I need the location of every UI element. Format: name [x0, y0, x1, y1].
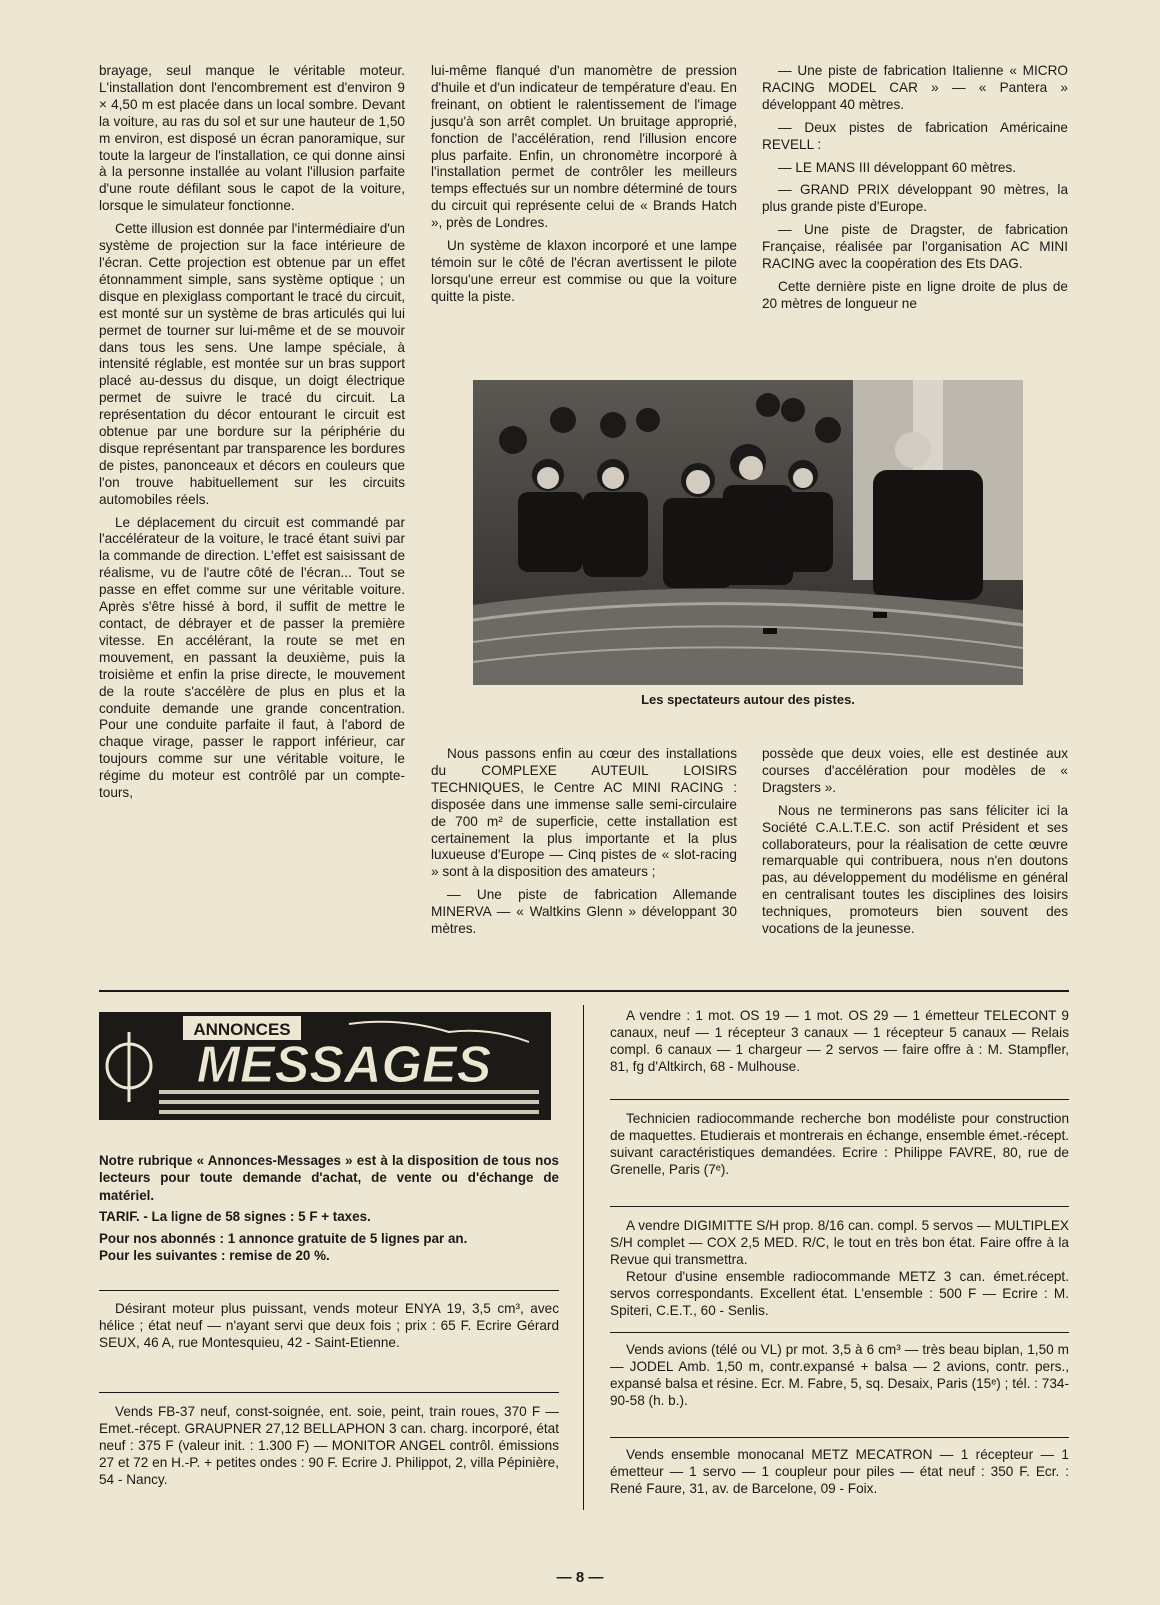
paragraph: possède que deux voies, elle est destinée aux courses d'accélération pour modèles de « Dragsters ». — [762, 746, 1068, 795]
paragraph: Le déplacement du circuit est commandé par l'accélérateur de la voiture, le tracé étant suivi par la commande de direction. L'effet est saisissant de réalisme, vu de l'autre côté de l'écran... Tout se passe en effet comme sur une véritable voiture. Après s'être hissé à bord, il suffit de mettre le contact, de débrayer et de passer la première vitesse. En accélérant, la route se met en mouvement, en passant la deuxième, puis la troisième et enfin la prise directe, le mouvement de la route s'accélère de plus en plus et la conduite demande une grande concentration. Pour une conduite parfaite il faut, à l'abord de chaque virage, passer le rapport inférieur, car toujours comme sur une véritable voiture, le régime du moteur est contrôlé par un compte-tours, — [99, 514, 405, 801]
ad-text: A vendre DIGIMITTE S/H prop. 8/16 can. compl. 5 servos — MULTIPLEX S/H complet — COX 2,5 MED. R/C, le tout en très bon état. Faire offre à la Revue qui transmettra. — [610, 1218, 1069, 1267]
paragraph: — Une piste de Dragster, de fabrication Française, réalisée par l'organisation AC MINI RACING avec la coopération des Ets DAG. — [762, 222, 1068, 272]
classified-ad — [99, 1301, 559, 1352]
paragraph: lui-même flanqué d'un manomètre de pression d'huile et d'un indicateur de température d'eau. En freinant, on obtient le ralentissement de l'image jusqu'à son arrêt complet. Un bruitage approprié, fonction de l'accélération, rend l'illusion encore plus parfaite. Enfin, un chronomètre incorporé à l'installation permet de contrôler les meilleurs temps effectués sur un nombre déterminé de tours du circuit qui représente celui de « Brands Hatch », près de Londres. — [431, 63, 737, 231]
paragraph: brayage, seul manque le véritable moteur. L'installation dont l'encombrement est d'environ 9 × 4,50 m est placée dans un local sombre. Devant la voiture, au ras du sol et sur une hauteur de 1,50 m environ, est disposé un écran panoramique, sur toute la largeur de l'installation, ce qui donne ainsi à la personne installée au volant l'illusion parfaite d'une route défilant sous le capot de la voiture, lorsque le simulateur fonctionne. — [99, 63, 405, 214]
paragraph: Cette illusion est donnée par l'intermédiaire d'un système de projection sur la face intérieure de l'écran. Cette projection est obtenue par un effet étonnamment simple, sans système optique ; un disque en plexiglass comportant le tracé du circuit, est monté sur un système de bras articulés qui lui permet de tourner sur lui-même et de se mouvoir dans tous les sens. Une lampe spéciale, à intensité réglable, est montée sur un bras support placé au-dessus du disque, un doigt électrique permet de suivre le tracé du circuit. La représentation du décor entourant le circuit est obtenue par une bordure sur la périphérie du disque représentant par transparence les bordures de pistes, panonceaux et décors en couleurs que l'on trouve habituellement sur les circuits automobiles réels. — [99, 221, 405, 507]
photo-spectators — [473, 380, 1023, 685]
ad-text: A vendre : 1 mot. OS 19 — 1 mot. OS 29 — 1 émetteur TELECONT 9 canaux, neuf — 1 récepteur 3 canaux — 1 récepteur 5 canaux — Relais compl. 6 canaux — 1 chargeur — 2 servos — faire offre à : M. Stampfler, 81, fg d'Altkirch, 68 - Mulhouse. — [610, 1008, 1069, 1074]
paragraph: — GRAND PRIX développant 90 mètres, la plus grande piste d'Europe. — [762, 182, 1068, 215]
paragraph: Nous ne terminerons pas sans féliciter ici la Société C.A.L.T.E.C. son actif Président et ses collaborateurs, pour la réalisation de cette œuvre remarquable qui contribuera, nous n'en doutons pas, au développement du modélisme en général en centralisant toutes les disciplines des loisirs techniques, promoteurs bien souvent des vocations de la jeunesse. — [762, 802, 1068, 937]
paragraph: — LE MANS III développant 60 mètres. — [778, 159, 1017, 175]
ad-divider — [610, 1437, 1069, 1438]
classified-ad — [610, 1218, 1069, 1319]
paragraph: Un système de klaxon incorporé et une lampe témoin sur le côté de l'écran avertissent le pilote lorsqu'une erreur est commise ou que la voiture quitte la piste. — [431, 238, 737, 304]
paragraph: — Une piste de fabrication Allemande MINERVA — « Waltkins Glenn » développant 30 mètres. — [431, 887, 737, 937]
tarif-text: TARIF. - La ligne de 58 signes : 5 F + taxes. — [99, 1209, 371, 1225]
classified-ad — [610, 1111, 1069, 1179]
classified-ad — [610, 1342, 1069, 1410]
suivantes-text: Pour les suivantes : remise de 20 %. — [99, 1248, 330, 1264]
article-column-1 — [99, 63, 405, 808]
logo-big-text: MESSAGES — [196, 1036, 492, 1094]
intro-text: Notre rubrique « Annonces-Messages » est à la disposition de tous nos lecteurs pour toute demande d'achat, de vente ou d'échange de matériel. — [99, 1153, 559, 1203]
article-column-2 — [431, 63, 737, 312]
ad-text: Vends FB-37 neuf, const-soignée, ent. soie, peint, train roues, 370 F — Emet.-récept. GRAUPNER 27,12 BELLAPHON 3 can. charg. incorporé, état neuf : 375 F (valeur init. : 1.300 F) — MONITOR ANGEL contrôl. émissions 27 et 72 en H.-P. + petites ondes : 90 F. Ecrire J. Philippot, 2, villa Pépinière, 54 - Nancy. — [99, 1404, 559, 1487]
photo-caption: Les spectateurs autour des pistes. — [641, 692, 855, 707]
ad-text: Retour d'usine ensemble radiocommande METZ 3 can. émet.récept. servos correspondants. Excellent état. L'ensemble : 500 F — Ecrire : M. Spiteri, C.E.T., 60 - Senlis. — [610, 1268, 1069, 1318]
annonces-messages-logo — [99, 1012, 551, 1120]
ad-text: Vends ensemble monocanal METZ MECATRON — 1 récepteur — 1 émetteur — 1 servo — 1 coupleur pour piles — état neuf : 350 F. Ecr. : René Faure, 31, av. de Barcelone, 09 - Foix. — [610, 1447, 1069, 1496]
classified-ad — [99, 1404, 559, 1489]
classified-ad — [610, 1008, 1069, 1076]
ad-divider — [610, 1099, 1069, 1100]
article-column-2-lower — [431, 746, 737, 944]
section-divider — [99, 990, 1069, 992]
classified-ad — [610, 1447, 1069, 1498]
ad-divider — [99, 1290, 559, 1291]
ad-divider — [610, 1206, 1069, 1207]
page-number: — 8 — — [556, 1569, 604, 1586]
ad-divider — [610, 1332, 1069, 1333]
paragraph: Cette dernière piste en ligne droite de plus de 20 mètres de longueur ne — [762, 278, 1068, 311]
article-column-3 — [762, 63, 1068, 319]
column-divider — [583, 1005, 584, 1510]
article-column-3-lower — [762, 746, 1068, 944]
abonnes-text: Pour nos abonnés : 1 annonce gratuite de 5 lignes par an. — [99, 1230, 468, 1246]
paragraph: — Une piste de fabrication Italienne « MICRO RACING MODEL CAR » — « Pantera » développant 40 mètres. — [762, 63, 1068, 112]
paragraph: — Deux pistes de fabrication Américaine REVELL : — [762, 119, 1068, 152]
annonces-intro — [99, 1152, 559, 1268]
ad-text: Vends avions (télé ou VL) pr mot. 3,5 à 6 cm³ — très beau biplan, 1,50 m — JODEL Amb. 1,50 m, contr.expansé + balsa — 2 avions, contr. pers., expansé balsa et résine. Ecr. M. Fabre, 5, sq. Desaix, Paris (15ᵉ) ; tél. : 734-90-58 (h. b.). — [610, 1342, 1069, 1408]
ad-divider — [99, 1392, 559, 1393]
ad-text: Technicien radiocommande recherche bon modéliste pour construction de maquettes. Etudierais et montrerais en échange, ensemble émet.-récept. suivant caractéristiques demandées. Ecrire : Philippe FAVRE, 80, rue de Grenelle, Paris (7ᵉ). — [610, 1111, 1069, 1177]
logo-small-text: ANNONCES — [193, 1020, 291, 1039]
paragraph: Nous passons enfin au cœur des installations du COMPLEXE AUTEUIL LOISIRS TECHNIQUES, le Centre AC MINI RACING : disposée dans une immense salle semi-circulaire de 700 m² de superficie, cette installation est certainement la plus importante et la plus luxueuse d'Europe — Cinq pistes de « slot-racing » sont à la disposition des amateurs ; — [431, 746, 737, 880]
ad-text: Désirant moteur plus puissant, vends moteur ENYA 19, 3,5 cm³, avec hélice ; état neuf — n'ayant servi que deux fois ; prix : 65 F. Ecrire Gérard SEUX, 46 A, rue Montesquieu, 42 - Saint-Etienne. — [99, 1301, 559, 1350]
